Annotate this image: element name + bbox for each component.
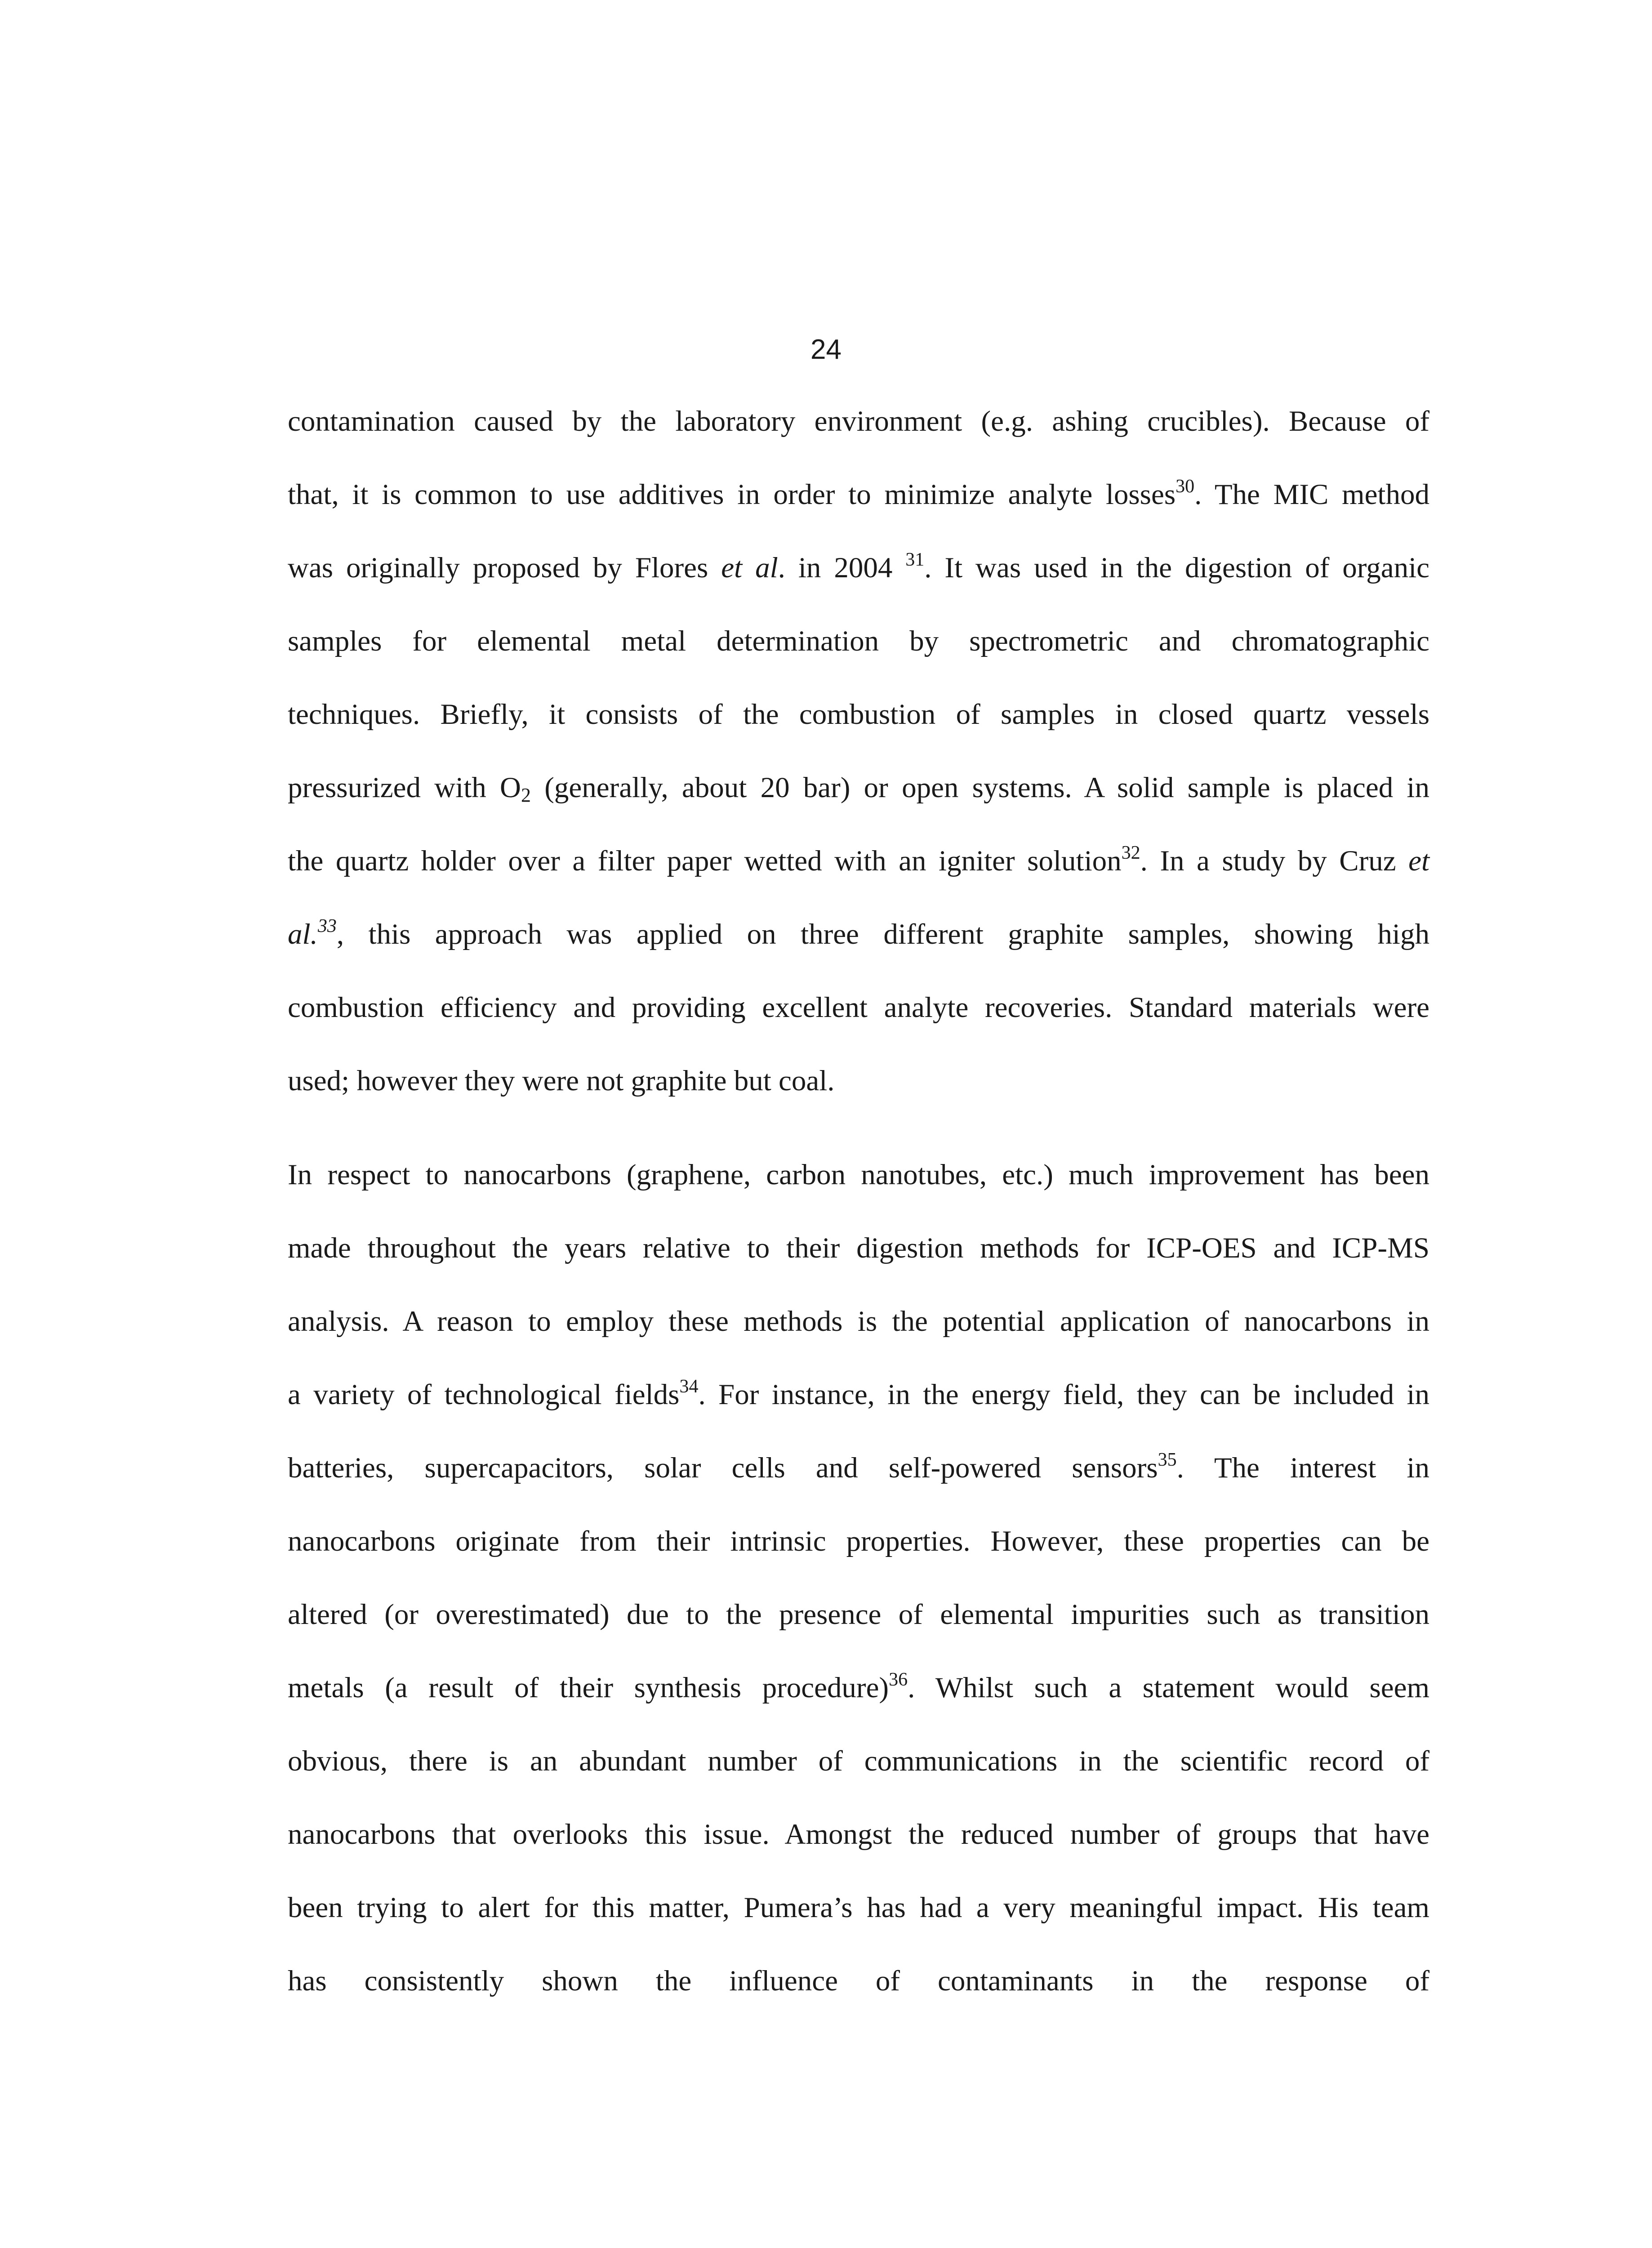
text-line: the quartz holder over a filter paper wetted with an igniter solution$^{32}$. In a study by Cruz et (288, 843, 1430, 877)
citation-ref: 33 (317, 916, 337, 937)
text-line: techniques. Briefly, it consists of the combustion of samples in closed quartz vessels (288, 698, 1429, 731)
text-line: metals (a result of their synthesis procedure)$^{36}$. Whilst such a statement would seem (288, 1669, 1429, 1704)
text-line: obvious, there is an abundant number of communications in the scientific record of (288, 1745, 1429, 1777)
text-line: contamination caused by the laboratory environment (e.g. ashing crucibles). Because of (288, 405, 1429, 437)
text-line: nanocarbons that overlooks this issue. Amongst the reduced number of groups that have (288, 1818, 1429, 1851)
citation-ref: 30 (1176, 476, 1195, 497)
text-line: that, it is common to use additives in order to minimize analyte losses$^{30}$. The MIC method (288, 476, 1429, 511)
text-line: nanocarbons originate from their intrinsic properties. However, these properties can be (288, 1525, 1429, 1557)
subscript: 2 (521, 784, 531, 806)
text-line: In respect to nanocarbons (graphene, carbon nanotubes, etc.) much improvement has been (288, 1159, 1429, 1191)
citation-ref: 35 (1158, 1450, 1177, 1470)
citation-ref: 31 (905, 549, 925, 570)
citation-ref: 36 (889, 1669, 908, 1690)
text-line: was originally proposed by Flores et al. in 2004 $^{31}$. It was used in the digestion of organic (288, 549, 1430, 584)
text-line: analysis. A reason to employ these methods is the potential application of nanocarbons in (288, 1305, 1429, 1338)
text-line: has consistently shown the influence of contaminants in the response of (288, 1965, 1429, 1997)
text-line: combustion efficiency and providing excellent analyte recoveries. Standard materials were (288, 991, 1429, 1024)
citation-ref: 32 (1121, 843, 1140, 863)
paragraph-1 (288, 385, 1429, 1118)
text-line: made throughout the years relative to their digestion methods for ICP-OES and ICP-MS (288, 1232, 1429, 1264)
page-number: 24 (810, 334, 842, 365)
text-line: pressurized with $O_2$ (generally, about 20 bar) or open systems. A solid sample is placed in (288, 772, 1429, 806)
text-line: samples for elemental metal determination by spectrometric and chromatographic (288, 625, 1429, 657)
citation-ref: 34 (679, 1376, 699, 1397)
text-line: batteries, supercapacitors, solar cells and self-powered sensors$^{35}$. The interest in (288, 1450, 1429, 1484)
text-line: used; however they were not graphite but coal. (288, 1065, 835, 1097)
text-line: been trying to alert for this matter, Pumera’s has had a very meaningful impact. His team (288, 1891, 1429, 1924)
text-line: a variety of technological fields$^{34}$. For instance, in the energy field, they can be included in (288, 1376, 1429, 1411)
paragraph-2 (288, 1138, 1429, 2018)
text-line: al.$^{33}$, this approach was applied on three different graphite samples, showing high (288, 916, 1429, 950)
text-line: altered (or overestimated) due to the presence of elemental impurities such as transition (288, 1598, 1429, 1631)
